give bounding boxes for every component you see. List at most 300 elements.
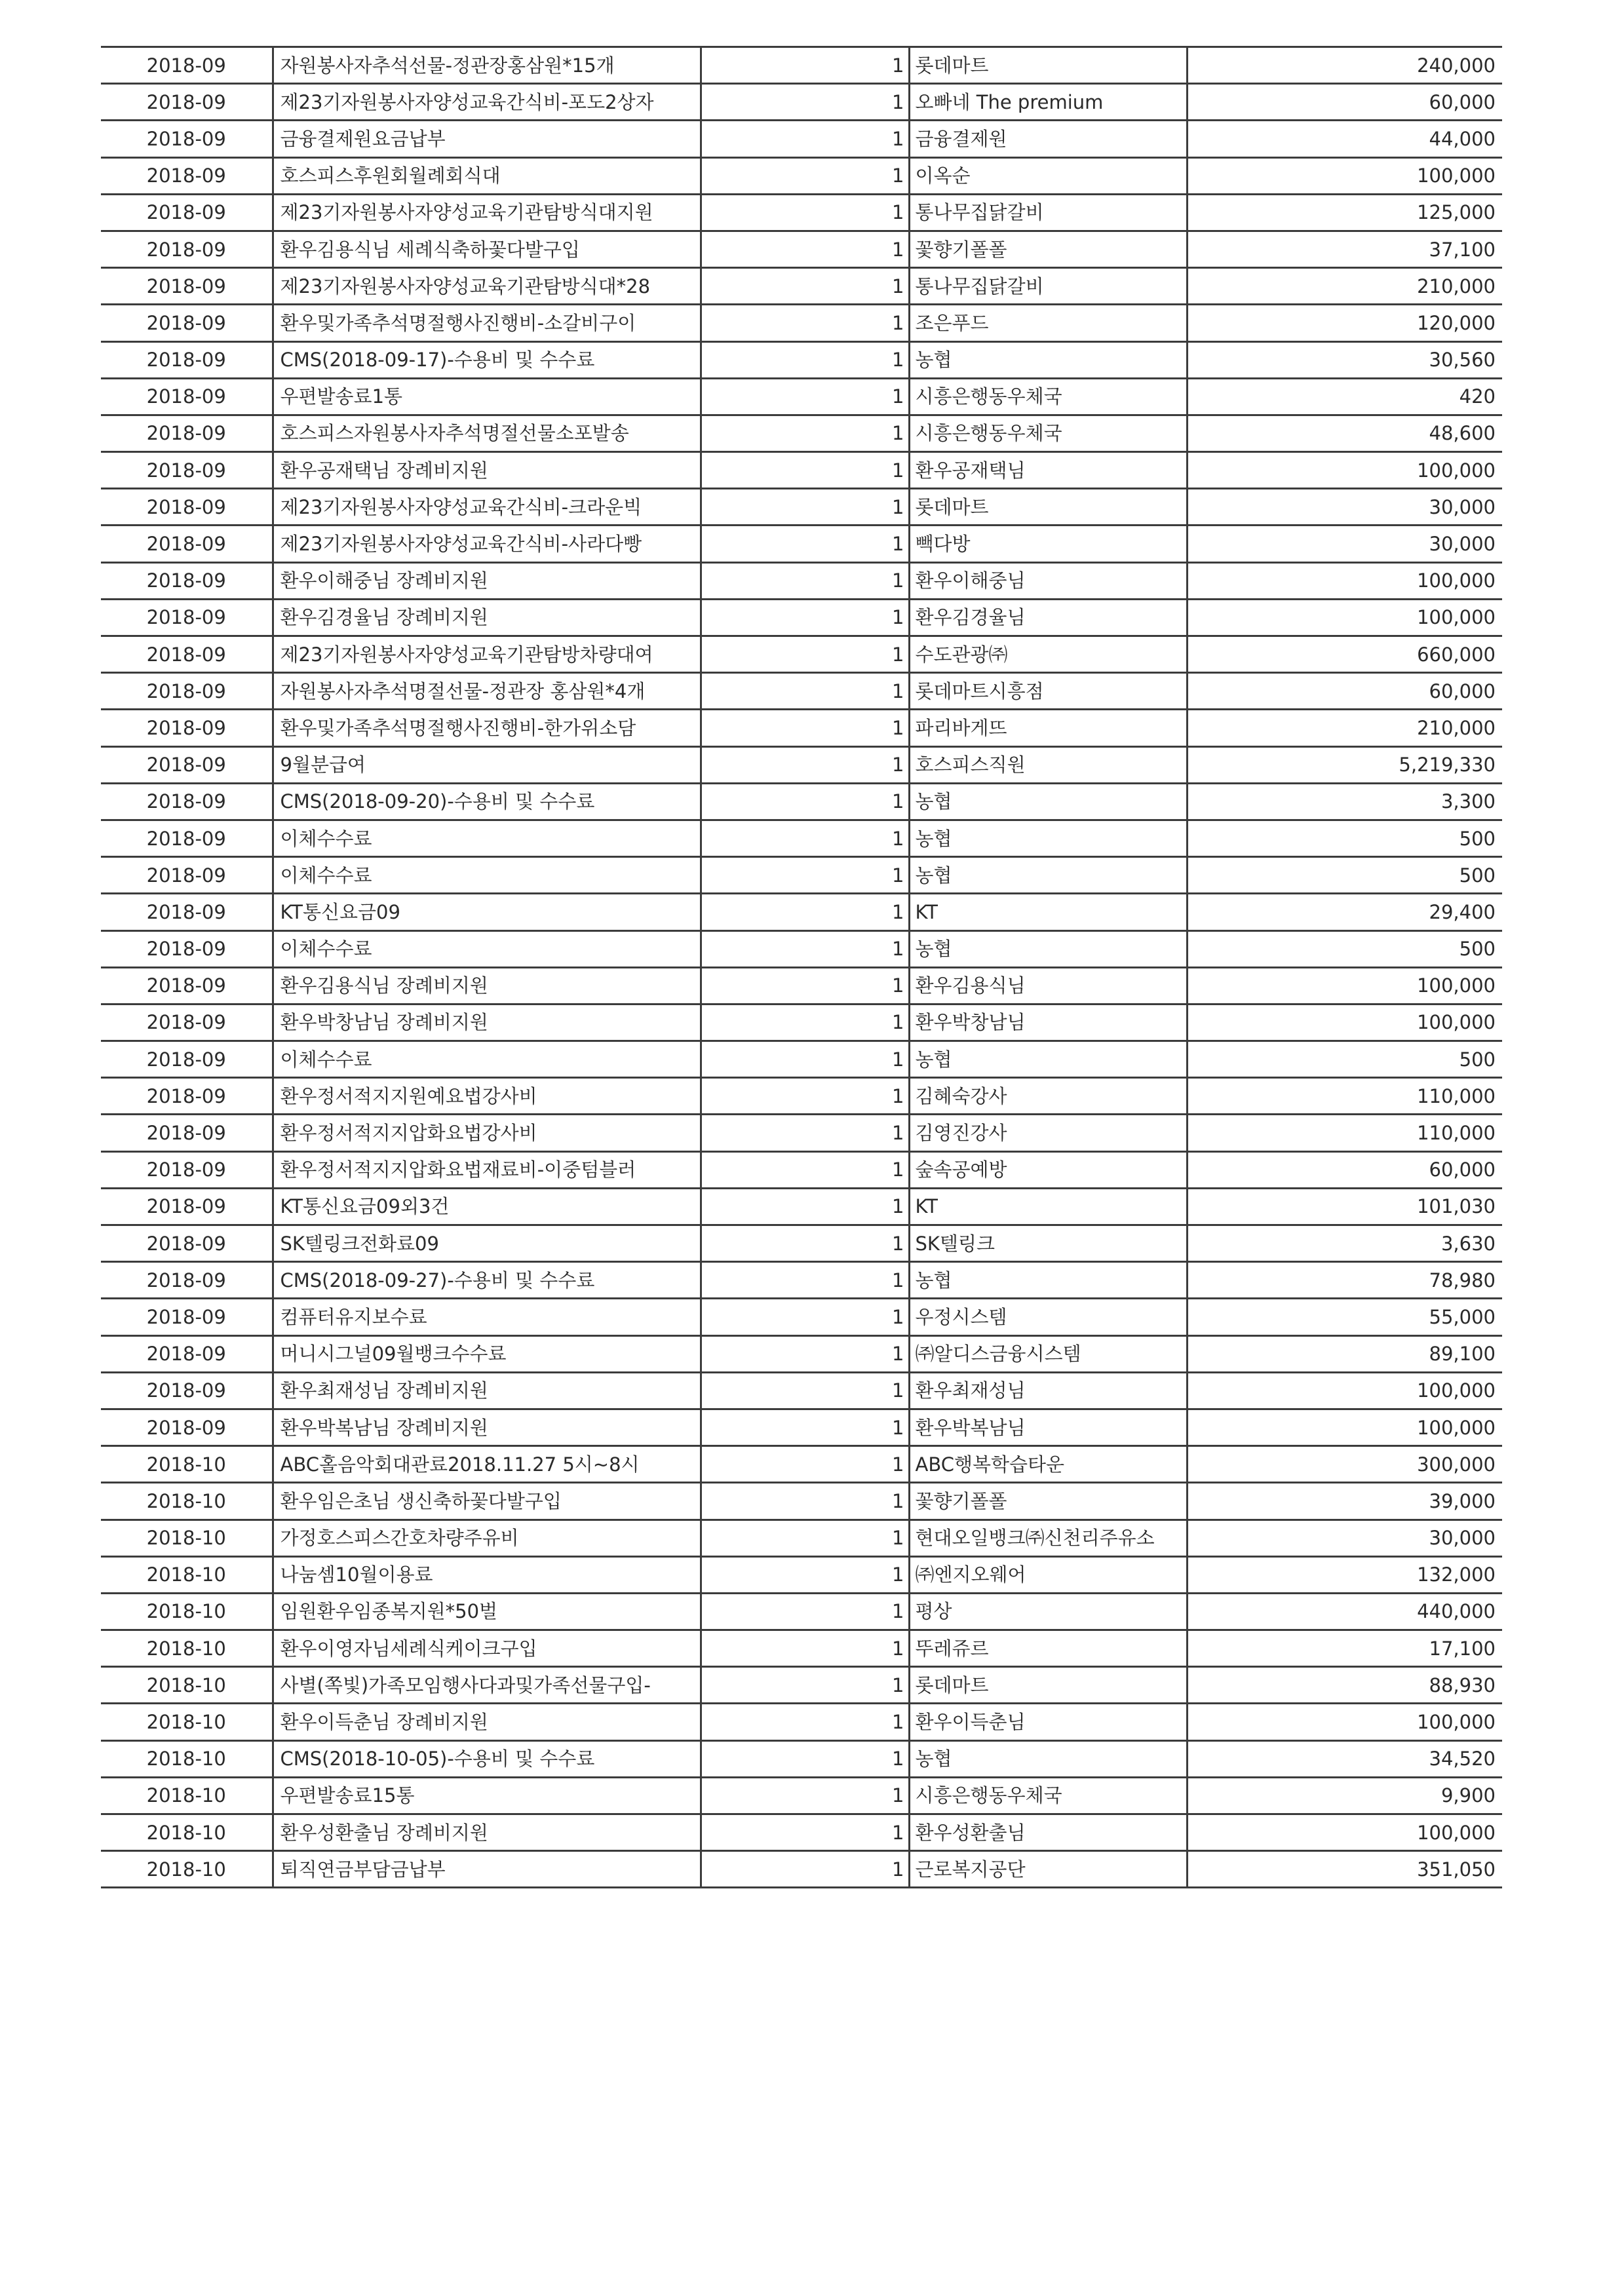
table-row xyxy=(101,673,1502,710)
month-cell: 2018-10 xyxy=(101,1704,273,1740)
month-cell: 2018-09 xyxy=(101,1151,273,1188)
amount-cell: 34,520 xyxy=(1187,1740,1502,1777)
vendor-cell: 환우김용식님 xyxy=(909,967,1187,1004)
description-cell: 환우박복남님 장례비지원 xyxy=(273,1409,701,1445)
description-cell: 환우박창남님 장례비지원 xyxy=(273,1004,701,1041)
quantity-cell: 1 xyxy=(701,157,909,194)
table-row xyxy=(101,1188,1502,1225)
quantity-cell: 1 xyxy=(701,1593,909,1630)
vendor-cell: 환우박창남님 xyxy=(909,1004,1187,1041)
table-row xyxy=(101,1814,1502,1851)
vendor-cell: 근로복지공단 xyxy=(909,1851,1187,1888)
quantity-cell: 1 xyxy=(701,1041,909,1078)
table-row xyxy=(101,231,1502,267)
month-cell: 2018-09 xyxy=(101,121,273,157)
month-cell: 2018-10 xyxy=(101,1556,273,1593)
amount-cell: 9,900 xyxy=(1187,1777,1502,1814)
quantity-cell: 1 xyxy=(701,1225,909,1262)
quantity-cell: 1 xyxy=(701,1556,909,1593)
month-cell: 2018-09 xyxy=(101,305,273,341)
vendor-cell: 환우성환출님 xyxy=(909,1814,1187,1851)
month-cell: 2018-09 xyxy=(101,930,273,967)
description-cell: 제23기자원봉사자양성교육기관탐방식대지원 xyxy=(273,194,701,231)
amount-cell: 3,300 xyxy=(1187,783,1502,820)
description-cell: 호스피스후원회월례회식대 xyxy=(273,157,701,194)
quantity-cell: 1 xyxy=(701,930,909,967)
amount-cell: 39,000 xyxy=(1187,1483,1502,1520)
month-cell: 2018-09 xyxy=(101,1115,273,1151)
month-cell: 2018-09 xyxy=(101,341,273,378)
expense-ledger-table xyxy=(101,46,1502,1888)
quantity-cell: 1 xyxy=(701,1004,909,1041)
amount-cell: 100,000 xyxy=(1187,452,1502,489)
description-cell: 금융결제원요금납부 xyxy=(273,121,701,157)
amount-cell: 500 xyxy=(1187,1041,1502,1078)
vendor-cell: 환우공재택님 xyxy=(909,452,1187,489)
quantity-cell: 1 xyxy=(701,1630,909,1667)
month-cell: 2018-09 xyxy=(101,489,273,526)
quantity-cell: 1 xyxy=(701,783,909,820)
amount-cell: 60,000 xyxy=(1187,84,1502,121)
description-cell: 환우김용식님 세례식축하꽃다발구입 xyxy=(273,231,701,267)
table-row xyxy=(101,746,1502,783)
amount-cell: 44,000 xyxy=(1187,121,1502,157)
quantity-cell: 1 xyxy=(701,1814,909,1851)
ledger-body xyxy=(101,47,1502,1888)
vendor-cell: 현대오일뱅크㈜신천리주유소 xyxy=(909,1520,1187,1556)
description-cell: KT통신요금09 xyxy=(273,894,701,930)
description-cell: 이체수수료 xyxy=(273,930,701,967)
month-cell: 2018-10 xyxy=(101,1630,273,1667)
vendor-cell: 환우이득춘님 xyxy=(909,1704,1187,1740)
amount-cell: 17,100 xyxy=(1187,1630,1502,1667)
vendor-cell: 우정시스템 xyxy=(909,1299,1187,1335)
table-row xyxy=(101,121,1502,157)
quantity-cell: 1 xyxy=(701,1667,909,1704)
description-cell: 환우정서적지지압화요법강사비 xyxy=(273,1115,701,1151)
table-row xyxy=(101,489,1502,526)
amount-cell: 48,600 xyxy=(1187,415,1502,451)
amount-cell: 500 xyxy=(1187,857,1502,894)
quantity-cell: 1 xyxy=(701,452,909,489)
amount-cell: 100,000 xyxy=(1187,967,1502,1004)
description-cell: 이체수수료 xyxy=(273,857,701,894)
vendor-cell: 롯데마트 xyxy=(909,1667,1187,1704)
amount-cell: 210,000 xyxy=(1187,268,1502,305)
amount-cell: 132,000 xyxy=(1187,1556,1502,1593)
quantity-cell: 1 xyxy=(701,1446,909,1483)
vendor-cell: SK텔링크 xyxy=(909,1225,1187,1262)
description-cell: 제23기자원봉사자양성교육기관탐방식대*28 xyxy=(273,268,701,305)
quantity-cell: 1 xyxy=(701,673,909,710)
month-cell: 2018-10 xyxy=(101,1777,273,1814)
month-cell: 2018-09 xyxy=(101,452,273,489)
description-cell: 환우성환출님 장례비지원 xyxy=(273,1814,701,1851)
table-row xyxy=(101,1409,1502,1445)
month-cell: 2018-09 xyxy=(101,1335,273,1372)
amount-cell: 100,000 xyxy=(1187,562,1502,599)
vendor-cell: 조은푸드 xyxy=(909,305,1187,341)
amount-cell: 3,630 xyxy=(1187,1225,1502,1262)
table-row xyxy=(101,1556,1502,1593)
description-cell: 환우이해중님 장례비지원 xyxy=(273,562,701,599)
description-cell: ABC홀음악회대관료2018.11.27 5시~8시 xyxy=(273,1446,701,1483)
amount-cell: 120,000 xyxy=(1187,305,1502,341)
vendor-cell: 롯데마트 xyxy=(909,47,1187,84)
amount-cell: 500 xyxy=(1187,930,1502,967)
quantity-cell: 1 xyxy=(701,820,909,856)
month-cell: 2018-10 xyxy=(101,1740,273,1777)
amount-cell: 500 xyxy=(1187,820,1502,856)
vendor-cell: 통나무집닭갈비 xyxy=(909,268,1187,305)
description-cell: 환우김경율님 장례비지원 xyxy=(273,599,701,636)
description-cell: CMS(2018-09-27)-수용비 및 수수료 xyxy=(273,1262,701,1299)
vendor-cell: KT xyxy=(909,894,1187,930)
quantity-cell: 1 xyxy=(701,710,909,746)
description-cell: 환우및가족추석명절행사진행비-소갈비구이 xyxy=(273,305,701,341)
amount-cell: 89,100 xyxy=(1187,1335,1502,1372)
amount-cell: 440,000 xyxy=(1187,1593,1502,1630)
vendor-cell: 시흥은행동우체국 xyxy=(909,378,1187,415)
table-row xyxy=(101,1851,1502,1888)
description-cell: 자원봉사자추석명절선물-정관장 홍삼원*4개 xyxy=(273,673,701,710)
table-row xyxy=(101,378,1502,415)
table-row xyxy=(101,636,1502,673)
description-cell: 가정호스피스간호차량주유비 xyxy=(273,1520,701,1556)
vendor-cell: 농협 xyxy=(909,820,1187,856)
description-cell: 환우정서적지지압화요법재료비-이중텀블러 xyxy=(273,1151,701,1188)
quantity-cell: 1 xyxy=(701,47,909,84)
table-row xyxy=(101,894,1502,930)
month-cell: 2018-09 xyxy=(101,820,273,856)
amount-cell: 100,000 xyxy=(1187,1814,1502,1851)
month-cell: 2018-09 xyxy=(101,231,273,267)
amount-cell: 240,000 xyxy=(1187,47,1502,84)
vendor-cell: 통나무집닭갈비 xyxy=(909,194,1187,231)
month-cell: 2018-09 xyxy=(101,1188,273,1225)
amount-cell: 60,000 xyxy=(1187,1151,1502,1188)
table-row xyxy=(101,157,1502,194)
month-cell: 2018-09 xyxy=(101,1041,273,1078)
amount-cell: 100,000 xyxy=(1187,1409,1502,1445)
table-row xyxy=(101,1520,1502,1556)
table-row xyxy=(101,341,1502,378)
description-cell: 호스피스자원봉사자추석명절선물소포발송 xyxy=(273,415,701,451)
quantity-cell: 1 xyxy=(701,1483,909,1520)
description-cell: 제23기자원봉사자양성교육기관탐방차량대여 xyxy=(273,636,701,673)
table-row xyxy=(101,967,1502,1004)
amount-cell: 78,980 xyxy=(1187,1262,1502,1299)
amount-cell: 88,930 xyxy=(1187,1667,1502,1704)
quantity-cell: 1 xyxy=(701,1704,909,1740)
amount-cell: 29,400 xyxy=(1187,894,1502,930)
month-cell: 2018-09 xyxy=(101,526,273,562)
table-row xyxy=(101,84,1502,121)
amount-cell: 100,000 xyxy=(1187,157,1502,194)
amount-cell: 420 xyxy=(1187,378,1502,415)
amount-cell: 5,219,330 xyxy=(1187,746,1502,783)
vendor-cell: 파리바게뜨 xyxy=(909,710,1187,746)
table-row xyxy=(101,1667,1502,1704)
month-cell: 2018-10 xyxy=(101,1593,273,1630)
table-row xyxy=(101,194,1502,231)
table-row xyxy=(101,1262,1502,1299)
amount-cell: 100,000 xyxy=(1187,1004,1502,1041)
vendor-cell: 김혜숙강사 xyxy=(909,1078,1187,1115)
quantity-cell: 1 xyxy=(701,894,909,930)
month-cell: 2018-09 xyxy=(101,157,273,194)
table-row xyxy=(101,452,1502,489)
vendor-cell: 꽃향기폴폴 xyxy=(909,231,1187,267)
amount-cell: 351,050 xyxy=(1187,1851,1502,1888)
vendor-cell: 빽다방 xyxy=(909,526,1187,562)
description-cell: KT통신요금09외3건 xyxy=(273,1188,701,1225)
amount-cell: 110,000 xyxy=(1187,1115,1502,1151)
vendor-cell: 환우최재성님 xyxy=(909,1372,1187,1409)
description-cell: 환우임은초님 생신축하꽃다발구입 xyxy=(273,1483,701,1520)
month-cell: 2018-09 xyxy=(101,967,273,1004)
vendor-cell: 금융결제원 xyxy=(909,121,1187,157)
vendor-cell: 김영진강사 xyxy=(909,1115,1187,1151)
vendor-cell: 농협 xyxy=(909,1041,1187,1078)
month-cell: 2018-09 xyxy=(101,894,273,930)
table-row xyxy=(101,305,1502,341)
amount-cell: 30,000 xyxy=(1187,1520,1502,1556)
table-row xyxy=(101,857,1502,894)
vendor-cell: 환우박복남님 xyxy=(909,1409,1187,1445)
amount-cell: 30,000 xyxy=(1187,489,1502,526)
table-row xyxy=(101,1740,1502,1777)
table-row xyxy=(101,1299,1502,1335)
description-cell: 임원환우임종복지원*50벌 xyxy=(273,1593,701,1630)
month-cell: 2018-09 xyxy=(101,47,273,84)
quantity-cell: 1 xyxy=(701,231,909,267)
month-cell: 2018-09 xyxy=(101,673,273,710)
vendor-cell: 농협 xyxy=(909,1740,1187,1777)
quantity-cell: 1 xyxy=(701,1188,909,1225)
description-cell: 우편발송료15통 xyxy=(273,1777,701,1814)
vendor-cell: 롯데마트시흥점 xyxy=(909,673,1187,710)
table-row xyxy=(101,820,1502,856)
table-row xyxy=(101,47,1502,84)
table-row xyxy=(101,599,1502,636)
table-row xyxy=(101,268,1502,305)
amount-cell: 30,560 xyxy=(1187,341,1502,378)
table-row xyxy=(101,1630,1502,1667)
quantity-cell: 1 xyxy=(701,268,909,305)
description-cell: 나눔셈10월이용료 xyxy=(273,1556,701,1593)
description-cell: 환우이득춘님 장례비지원 xyxy=(273,1704,701,1740)
vendor-cell: 평상 xyxy=(909,1593,1187,1630)
table-row xyxy=(101,1704,1502,1740)
month-cell: 2018-09 xyxy=(101,783,273,820)
month-cell: 2018-09 xyxy=(101,84,273,121)
quantity-cell: 1 xyxy=(701,1335,909,1372)
vendor-cell: ABC행복학습타운 xyxy=(909,1446,1187,1483)
vendor-cell: 시흥은행동우체국 xyxy=(909,1777,1187,1814)
quantity-cell: 1 xyxy=(701,562,909,599)
quantity-cell: 1 xyxy=(701,1299,909,1335)
amount-cell: 55,000 xyxy=(1187,1299,1502,1335)
quantity-cell: 1 xyxy=(701,121,909,157)
vendor-cell: 농협 xyxy=(909,930,1187,967)
quantity-cell: 1 xyxy=(701,1851,909,1888)
description-cell: CMS(2018-09-20)-수용비 및 수수료 xyxy=(273,783,701,820)
amount-cell: 300,000 xyxy=(1187,1446,1502,1483)
quantity-cell: 1 xyxy=(701,526,909,562)
month-cell: 2018-10 xyxy=(101,1814,273,1851)
description-cell: 사별(쪽빛)가족모임행사다과및가족선물구입- xyxy=(273,1667,701,1704)
amount-cell: 100,000 xyxy=(1187,1704,1502,1740)
month-cell: 2018-10 xyxy=(101,1520,273,1556)
table-row xyxy=(101,1593,1502,1630)
quantity-cell: 1 xyxy=(701,1777,909,1814)
amount-cell: 660,000 xyxy=(1187,636,1502,673)
description-cell: CMS(2018-10-05)-수용비 및 수수료 xyxy=(273,1740,701,1777)
description-cell: 이체수수료 xyxy=(273,1041,701,1078)
vendor-cell: ㈜엔지오웨어 xyxy=(909,1556,1187,1593)
vendor-cell: 뚜레쥬르 xyxy=(909,1630,1187,1667)
month-cell: 2018-09 xyxy=(101,636,273,673)
description-cell: 제23기자원봉사자양성교육간식비-사라다빵 xyxy=(273,526,701,562)
quantity-cell: 1 xyxy=(701,1520,909,1556)
vendor-cell: 농협 xyxy=(909,783,1187,820)
month-cell: 2018-09 xyxy=(101,268,273,305)
vendor-cell: KT xyxy=(909,1188,1187,1225)
vendor-cell: 롯데마트 xyxy=(909,489,1187,526)
description-cell: 환우최재성님 장례비지원 xyxy=(273,1372,701,1409)
table-row xyxy=(101,415,1502,451)
month-cell: 2018-09 xyxy=(101,1225,273,1262)
amount-cell: 30,000 xyxy=(1187,526,1502,562)
table-row xyxy=(101,1041,1502,1078)
vendor-cell: 환우김경율님 xyxy=(909,599,1187,636)
month-cell: 2018-09 xyxy=(101,1372,273,1409)
vendor-cell: 농협 xyxy=(909,857,1187,894)
vendor-cell: 수도관광㈜ xyxy=(909,636,1187,673)
month-cell: 2018-09 xyxy=(101,599,273,636)
table-row xyxy=(101,1004,1502,1041)
amount-cell: 37,100 xyxy=(1187,231,1502,267)
description-cell: 환우및가족추석명절행사진행비-한가위소담 xyxy=(273,710,701,746)
description-cell: 9월분급여 xyxy=(273,746,701,783)
table-row xyxy=(101,710,1502,746)
amount-cell: 110,000 xyxy=(1187,1078,1502,1115)
quantity-cell: 1 xyxy=(701,489,909,526)
description-cell: 제23기자원봉사자양성교육간식비-크라운빅 xyxy=(273,489,701,526)
quantity-cell: 1 xyxy=(701,1078,909,1115)
quantity-cell: 1 xyxy=(701,967,909,1004)
amount-cell: 101,030 xyxy=(1187,1188,1502,1225)
month-cell: 2018-10 xyxy=(101,1446,273,1483)
quantity-cell: 1 xyxy=(701,1740,909,1777)
table-row xyxy=(101,1115,1502,1151)
table-row xyxy=(101,783,1502,820)
table-row xyxy=(101,562,1502,599)
vendor-cell: 농협 xyxy=(909,1262,1187,1299)
vendor-cell: 숲속공예방 xyxy=(909,1151,1187,1188)
table-row xyxy=(101,1335,1502,1372)
month-cell: 2018-09 xyxy=(101,1409,273,1445)
description-cell: 이체수수료 xyxy=(273,820,701,856)
vendor-cell: 호스피스직원 xyxy=(909,746,1187,783)
vendor-cell: 꽃향기폴폴 xyxy=(909,1483,1187,1520)
month-cell: 2018-09 xyxy=(101,1299,273,1335)
month-cell: 2018-09 xyxy=(101,710,273,746)
amount-cell: 125,000 xyxy=(1187,194,1502,231)
vendor-cell: 이옥순 xyxy=(909,157,1187,194)
description-cell: 환우이영자님세례식케이크구입 xyxy=(273,1630,701,1667)
quantity-cell: 1 xyxy=(701,1151,909,1188)
table-row xyxy=(101,1777,1502,1814)
table-row xyxy=(101,930,1502,967)
quantity-cell: 1 xyxy=(701,305,909,341)
table-row xyxy=(101,526,1502,562)
quantity-cell: 1 xyxy=(701,415,909,451)
vendor-cell: 오빠네 The premium xyxy=(909,84,1187,121)
description-cell: SK텔링크전화료09 xyxy=(273,1225,701,1262)
amount-cell: 210,000 xyxy=(1187,710,1502,746)
month-cell: 2018-10 xyxy=(101,1483,273,1520)
description-cell: 머니시그널09월뱅크수수료 xyxy=(273,1335,701,1372)
description-cell: 컴퓨터유지보수료 xyxy=(273,1299,701,1335)
description-cell: 우편발송료1통 xyxy=(273,378,701,415)
vendor-cell: ㈜알디스금융시스템 xyxy=(909,1335,1187,1372)
month-cell: 2018-09 xyxy=(101,1262,273,1299)
amount-cell: 60,000 xyxy=(1187,673,1502,710)
description-cell: 환우정서적지지원예요법강사비 xyxy=(273,1078,701,1115)
table-row xyxy=(101,1483,1502,1520)
description-cell: 자원봉사자추석선물-정관장홍삼원*15개 xyxy=(273,47,701,84)
amount-cell: 100,000 xyxy=(1187,599,1502,636)
quantity-cell: 1 xyxy=(701,1115,909,1151)
vendor-cell: 환우이해중님 xyxy=(909,562,1187,599)
amount-cell: 100,000 xyxy=(1187,1372,1502,1409)
month-cell: 2018-09 xyxy=(101,1004,273,1041)
quantity-cell: 1 xyxy=(701,1262,909,1299)
table-row xyxy=(101,1151,1502,1188)
quantity-cell: 1 xyxy=(701,84,909,121)
quantity-cell: 1 xyxy=(701,857,909,894)
month-cell: 2018-10 xyxy=(101,1667,273,1704)
vendor-cell: 시흥은행동우체국 xyxy=(909,415,1187,451)
table-row xyxy=(101,1078,1502,1115)
description-cell: 환우공재택님 장례비지원 xyxy=(273,452,701,489)
quantity-cell: 1 xyxy=(701,599,909,636)
month-cell: 2018-09 xyxy=(101,415,273,451)
month-cell: 2018-10 xyxy=(101,1851,273,1888)
month-cell: 2018-09 xyxy=(101,194,273,231)
month-cell: 2018-09 xyxy=(101,746,273,783)
description-cell: 제23기자원봉사자양성교육간식비-포도2상자 xyxy=(273,84,701,121)
month-cell: 2018-09 xyxy=(101,562,273,599)
quantity-cell: 1 xyxy=(701,194,909,231)
quantity-cell: 1 xyxy=(701,1372,909,1409)
quantity-cell: 1 xyxy=(701,378,909,415)
month-cell: 2018-09 xyxy=(101,1078,273,1115)
vendor-cell: 농협 xyxy=(909,341,1187,378)
quantity-cell: 1 xyxy=(701,636,909,673)
description-cell: 환우김용식님 장례비지원 xyxy=(273,967,701,1004)
month-cell: 2018-09 xyxy=(101,378,273,415)
quantity-cell: 1 xyxy=(701,341,909,378)
month-cell: 2018-09 xyxy=(101,857,273,894)
description-cell: CMS(2018-09-17)-수용비 및 수수료 xyxy=(273,341,701,378)
quantity-cell: 1 xyxy=(701,1409,909,1445)
quantity-cell: 1 xyxy=(701,746,909,783)
table-row xyxy=(101,1446,1502,1483)
table-row xyxy=(101,1372,1502,1409)
